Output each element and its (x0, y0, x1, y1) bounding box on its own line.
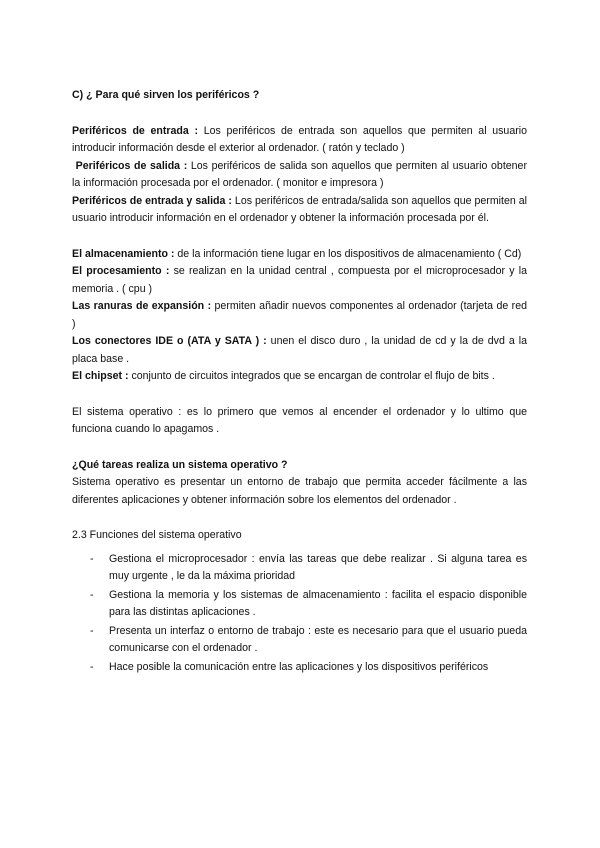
component-slots-paragraph (72, 298, 527, 333)
peripheral-io-term: Periféricos de entrada y salida : (72, 194, 232, 207)
bullet-dash: - (90, 660, 94, 673)
component-processing-text: se realizan en la unidad central , compuesta por el microprocesador y la memoria . ( cpu ) (72, 265, 528, 295)
list-item (72, 551, 527, 586)
peripheral-output-paragraph (72, 158, 527, 193)
peripheral-input-paragraph (72, 123, 527, 158)
list-item-text: Gestiona el microprocesador : envía las tareas que debe realizar . Si alguna tarea es muy urgente , le da la máxima prioridad (109, 552, 527, 582)
component-connectors-paragraph (72, 333, 527, 368)
component-storage-paragraph (72, 246, 527, 264)
document-content (72, 87, 527, 677)
list-item (72, 623, 527, 658)
peripheral-io-paragraph (72, 193, 527, 228)
component-processing-paragraph (72, 263, 527, 298)
list-item (72, 659, 527, 677)
component-connectors-text: unen el disco duro , la unidad de cd y la de dvd a la placa base . (72, 335, 527, 365)
os-intro-paragraph: El sistema operativo : es lo primero que vemos al encender el ordenador y lo ultimo que funciona cuando lo apagamos . (72, 405, 527, 435)
bullet-dash: - (90, 588, 94, 601)
peripheral-input-term: Periféricos de entrada : (72, 124, 198, 137)
peripheral-output-text: Los periféricos de salida son aquellos que permiten al usuario obtener la información procesada por el ordenador. ( monitor e impresora ) (72, 159, 527, 189)
os-tasks-title: ¿Qué tareas realiza un sistema operativo ? (72, 458, 288, 471)
component-chipset-term: El chipset : (72, 370, 129, 382)
functions-title: 2.3 Funciones del sistema operativo (72, 529, 242, 541)
peripheral-io-text: Los periféricos de entrada/salida son aquellos que permiten al usuario introducir información en el ordenador y obtener la información procesada por él. (72, 194, 527, 224)
bullet-dash: - (90, 624, 94, 637)
list-item-text: Presenta un interfaz o entorno de trabajo : este es necesario para que el usuario pueda comunicarse con el ordenador . (109, 624, 527, 654)
section-c-title: C) ¿ Para qué sirven los periféricos ? (72, 89, 260, 101)
component-connectors-term: Los conectores IDE o (ATA y SATA ) : (72, 335, 267, 347)
peripheral-input-text: Los periféricos de entrada son aquellos que permiten al usuario introducir información desde el exterior al ordenador. ( ratón y teclado ) (72, 124, 527, 154)
component-slots-term: Las ranuras de expansión : (72, 300, 212, 312)
component-storage-text: de la información tiene lugar en los dispositivos de almacenamiento ( Cd) (174, 247, 522, 260)
component-storage-term: El almacenamiento : (72, 247, 175, 260)
os-tasks-paragraph: Sistema operativo es presentar un entorno de trabajo que permita acceder fácilmente a las diferentes aplicaciones y obtener información sobre los elementos del ordenador . (72, 476, 527, 506)
bullet-dash: - (90, 552, 94, 565)
component-slots-text: permiten añadir nuevos componentes al ordenador (tarjeta de red ) (72, 300, 527, 330)
list-item (72, 587, 527, 622)
list-item-text: Gestiona la memoria y los sistemas de almacenamiento : facilita el espacio disponible para las distintas aplicaciones . (109, 588, 527, 618)
functions-list (72, 551, 527, 677)
peripheral-output-term: Periféricos de salida : (75, 159, 188, 172)
component-chipset-paragraph (72, 368, 527, 386)
component-chipset-text: conjunto de circuitos integrados que se encargan de controlar el flujo de bits . (128, 370, 495, 382)
list-item-text: Hace posible la comunicación entre las aplicaciones y los dispositivos periféricos (109, 660, 489, 673)
component-processing-term: El procesamiento : (72, 265, 170, 277)
